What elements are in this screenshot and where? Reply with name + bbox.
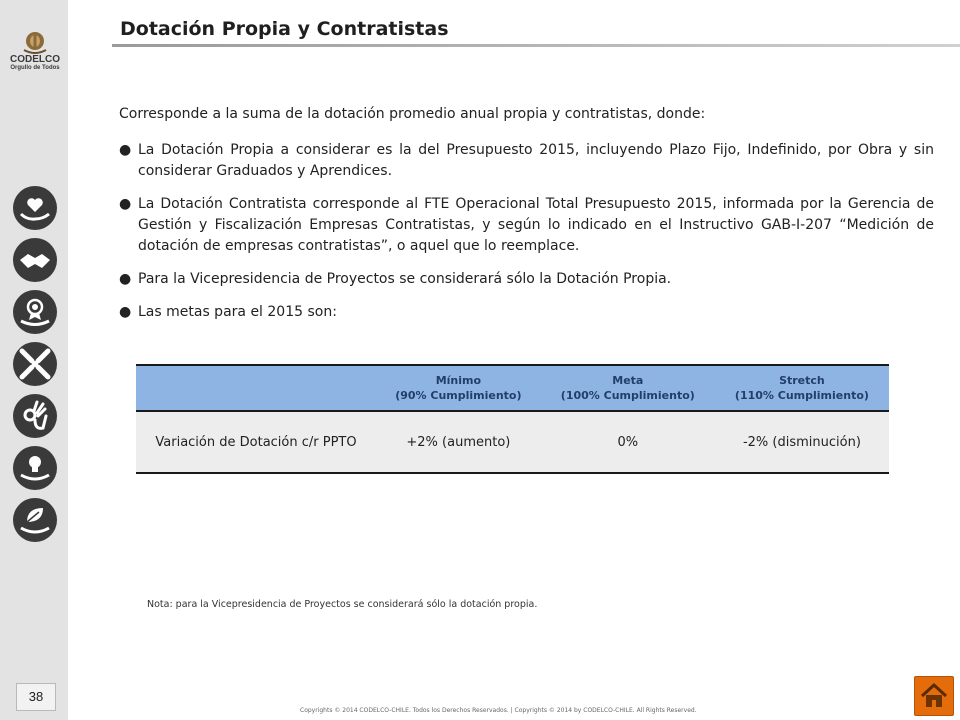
bullet-text: Las metas para el 2015 son: <box>138 304 337 320</box>
bullet-text: La Dotación Contratista corresponde al FTE Operacional Total Presupuesto 2015, informada por la Gerencia de Gestión y Fiscalización Empresas Contratistas, y según lo indicado en el Instructivo GAB-I-207 “Medición de dotación de empresas contratistas”, o aquel que lo reemplace. <box>138 196 934 254</box>
bullet-text: Para la Vicepresidencia de Proyectos se considerará sólo la Dotación Propia. <box>138 271 672 287</box>
bullet-item <box>119 302 934 323</box>
goals-table <box>136 364 889 474</box>
header-title: Meta <box>612 374 644 387</box>
main-content <box>119 104 934 335</box>
heart-hand-icon <box>13 186 57 230</box>
table-cell-minimo: +2% (aumento) <box>376 411 541 473</box>
header-title: Stretch <box>779 374 825 387</box>
bullet-item <box>119 194 934 257</box>
table-header-minimo <box>376 365 541 411</box>
intro-text: Corresponde a la suma de la dotación promedio anual propia y contratistas, donde: <box>119 106 706 122</box>
header-subtitle: (100% Cumplimiento) <box>560 389 695 402</box>
bullet-text: La Dotación Propia a considerar es la del Presupuesto 2015, incluyendo Plazo Fijo, Indefinido, por Obra y sin considerar Graduados y Aprendices. <box>138 142 934 179</box>
connected-hands-icon <box>13 342 57 386</box>
page-number: 38 <box>16 683 56 711</box>
bullet-icon: ● <box>119 196 132 212</box>
bullet-item <box>119 269 934 290</box>
table-cell-meta: 0% <box>541 411 715 473</box>
table-header-meta <box>541 365 715 411</box>
table-cell-stretch: -2% (disminución) <box>715 411 889 473</box>
header-subtitle: (110% Cumplimiento) <box>734 389 869 402</box>
ok-hand-icon <box>13 394 57 438</box>
bullet-item <box>119 140 934 182</box>
page-title: Dotación Propia y Contratistas <box>120 18 449 40</box>
header-subtitle: (90% Cumplimiento) <box>395 389 522 402</box>
bullet-icon: ● <box>119 304 132 320</box>
table-cell-indicator: Variación de Dotación c/r PPTO <box>136 411 376 473</box>
sidebar <box>0 0 68 720</box>
brand-tagline: Orgullo de Todos <box>10 65 60 71</box>
bullet-icon: ● <box>119 271 132 287</box>
codelco-emblem-icon <box>22 30 48 54</box>
brand-name: CODELCO <box>10 54 60 65</box>
table-row <box>136 411 889 473</box>
footnote: Nota: para la Vicepresidencia de Proyectos se considerará sólo la dotación propia. <box>147 599 538 610</box>
table-header-empty <box>136 365 376 411</box>
home-button[interactable] <box>914 676 954 716</box>
lightbulb-hand-icon <box>13 446 57 490</box>
handshake-icon <box>13 238 57 282</box>
leaf-hand-icon <box>13 498 57 542</box>
codelco-logo <box>6 30 64 86</box>
title-divider <box>112 44 960 47</box>
copyright-text: Copyrights © 2014 CODELCO-CHILE. Todos los Derechos Reservados. | Copyrights © 2014 by CODELCO-CHILE. All Rights Reserved. <box>300 707 697 714</box>
award-person-icon <box>13 290 57 334</box>
bullet-icon: ● <box>119 142 132 158</box>
home-icon <box>919 681 949 711</box>
table-header-stretch <box>715 365 889 411</box>
header-title: Mínimo <box>435 374 482 387</box>
table-header-row <box>136 365 889 411</box>
